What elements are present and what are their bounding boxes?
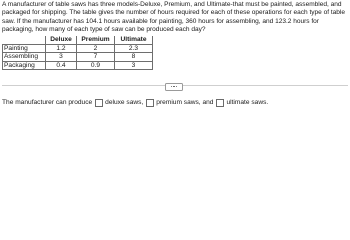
ellipsis-icon[interactable] xyxy=(165,83,183,91)
cell-assembling-deluxe: 3 xyxy=(46,53,77,62)
hours-table xyxy=(2,36,153,70)
answer-label-ultimate: ultimate saws. xyxy=(226,99,269,106)
row-label-assembling: Assembling xyxy=(3,53,46,62)
cell-packaging-premium: 0.9 xyxy=(77,61,115,70)
ellipsis-dot xyxy=(176,86,177,87)
cell-packaging-ultimate: 3 xyxy=(115,61,153,70)
ellipsis-dot xyxy=(173,86,174,87)
cell-painting-premium: 2 xyxy=(77,44,115,53)
premium-answer-input[interactable] xyxy=(146,99,154,108)
column-header-premium: Premium xyxy=(77,36,115,44)
answer-sentence xyxy=(2,98,268,108)
table-header-row xyxy=(3,36,153,44)
cell-painting-ultimate: 2.3 xyxy=(115,44,153,53)
table-row-painting xyxy=(3,44,153,53)
problem-statement: A manufacturer of table saws has three models-Deluxe, Premium, and Ultimate-that must be painted, assembled, and packaged for shipping. The table gives the number of hours required for each of these operations for each type of table saw. If the manufacturer has 104.1 hours available for painting, 360 hours for assembling, and 123.2 hours for packaging, how many of each type of saw can be produced each day? xyxy=(2,1,345,34)
table-row-assembling xyxy=(3,53,153,62)
row-label-packaging: Packaging xyxy=(3,61,46,70)
answer-label-deluxe: deluxe saws, xyxy=(105,99,144,106)
answer-prefix: The manufacturer can produce xyxy=(2,99,93,106)
deluxe-answer-input[interactable] xyxy=(95,99,103,108)
cell-painting-deluxe: 1.2 xyxy=(46,44,77,53)
cell-assembling-premium: 7 xyxy=(77,53,115,62)
column-header-ultimate: Ultimate xyxy=(115,36,153,44)
table-corner-cell xyxy=(3,36,46,44)
column-header-deluxe: Deluxe xyxy=(46,36,77,44)
row-label-painting: Painting xyxy=(3,44,46,53)
ellipsis-dot xyxy=(171,86,172,87)
cell-packaging-deluxe: 0.4 xyxy=(46,61,77,70)
table-row-packaging xyxy=(3,61,153,70)
cell-assembling-ultimate: 8 xyxy=(115,53,153,62)
ultimate-answer-input[interactable] xyxy=(216,99,224,108)
answer-label-premium: premium saws, and xyxy=(156,99,214,106)
